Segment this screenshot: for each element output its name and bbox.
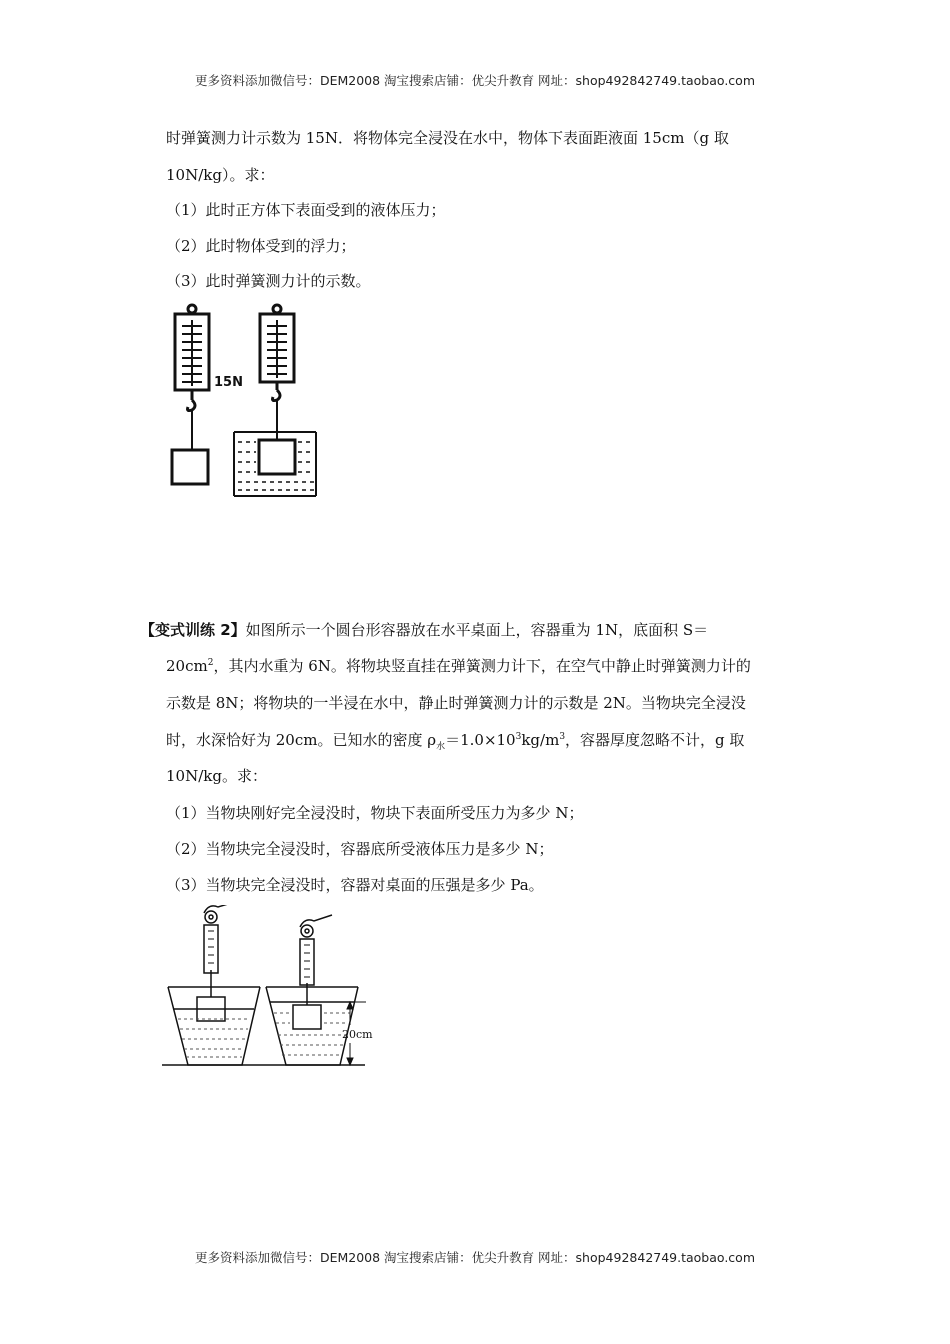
p2-line1-text: 如图所示一个圆台形容器放在水平桌面上，容器重为 1N，底面积 S＝ bbox=[245, 621, 709, 639]
page-footer: 更多资料添加微信号：DEM2008 淘宝搜索店铺：优尖升教育 网址：shop492842749.taobao.com bbox=[194, 1250, 756, 1265]
p2-rho-sub: 水 bbox=[436, 742, 446, 752]
p2-question-2: （2）当物块完全浸没时，容器底所受液体压力是多少 N； bbox=[166, 840, 554, 858]
p1-line2: 10N/kg）。求： bbox=[166, 166, 275, 184]
p2-area-value: 20cm bbox=[166, 657, 208, 675]
container-fully-submerged bbox=[266, 915, 358, 1065]
p2-line4-a: 时，水深恰好为 20cm。已知水的密度 ρ bbox=[166, 731, 437, 749]
p2-line4-c: kg/m bbox=[521, 731, 560, 749]
p2-exp2: 3 bbox=[559, 732, 566, 742]
p1-question-2: （2）此时物体受到的浮力； bbox=[166, 237, 356, 255]
p2-line4-d: ，容器厚度忽略不计，g 取 bbox=[565, 731, 745, 749]
page-header: 更多资料添加微信号：DEM2008 淘宝搜索店铺：优尖升教育 网址：shop492842749.taobao.com bbox=[194, 73, 756, 88]
p2-area-exp: 2 bbox=[207, 658, 214, 668]
spring-scale-figure bbox=[160, 302, 330, 502]
scale-reading-label: 15N bbox=[214, 375, 243, 390]
p2-title: 【变式训练 2】 bbox=[140, 621, 246, 639]
p2-line4-b: ＝1.0×10 bbox=[445, 731, 516, 749]
p2-line1 bbox=[140, 620, 708, 640]
container-half-submerged bbox=[168, 905, 260, 1065]
p1-question-3: （3）此时弹簧测力计的示数。 bbox=[166, 272, 371, 290]
p2-line2-text: ，其内水重为 6N。将物块竖直挂在弹簧测力计下，在空气中静止时弹簧测力计的 bbox=[213, 657, 751, 675]
p2-question-1: （1）当物块刚好完全浸没时，物块下表面所受压力为多少 N； bbox=[166, 804, 584, 822]
p2-line2 bbox=[166, 656, 751, 676]
p2-line5: 10N/kg。求： bbox=[166, 767, 267, 785]
p2-exp1: 3 bbox=[515, 732, 522, 742]
p2-line3: 示数是 8N；将物块的一半浸在水中，静止时弹簧测力计的示数是 2N。当物块完全浸没 bbox=[166, 694, 746, 712]
container-figure bbox=[160, 905, 390, 1075]
scale-in-air bbox=[172, 305, 209, 484]
p2-line4 bbox=[166, 730, 744, 750]
p2-question-3: （3）当物块完全浸没时，容器对桌面的压强是多少 Pa。 bbox=[166, 876, 544, 894]
depth-label: 20cm bbox=[342, 1028, 373, 1041]
p1-line1: 时弹簧测力计示数为 15N．将物体完全浸没在水中，物体下表面距液面 15cm（g 取 bbox=[166, 129, 729, 147]
p1-question-1: （1）此时正方体下表面受到的液体压力； bbox=[166, 201, 446, 219]
